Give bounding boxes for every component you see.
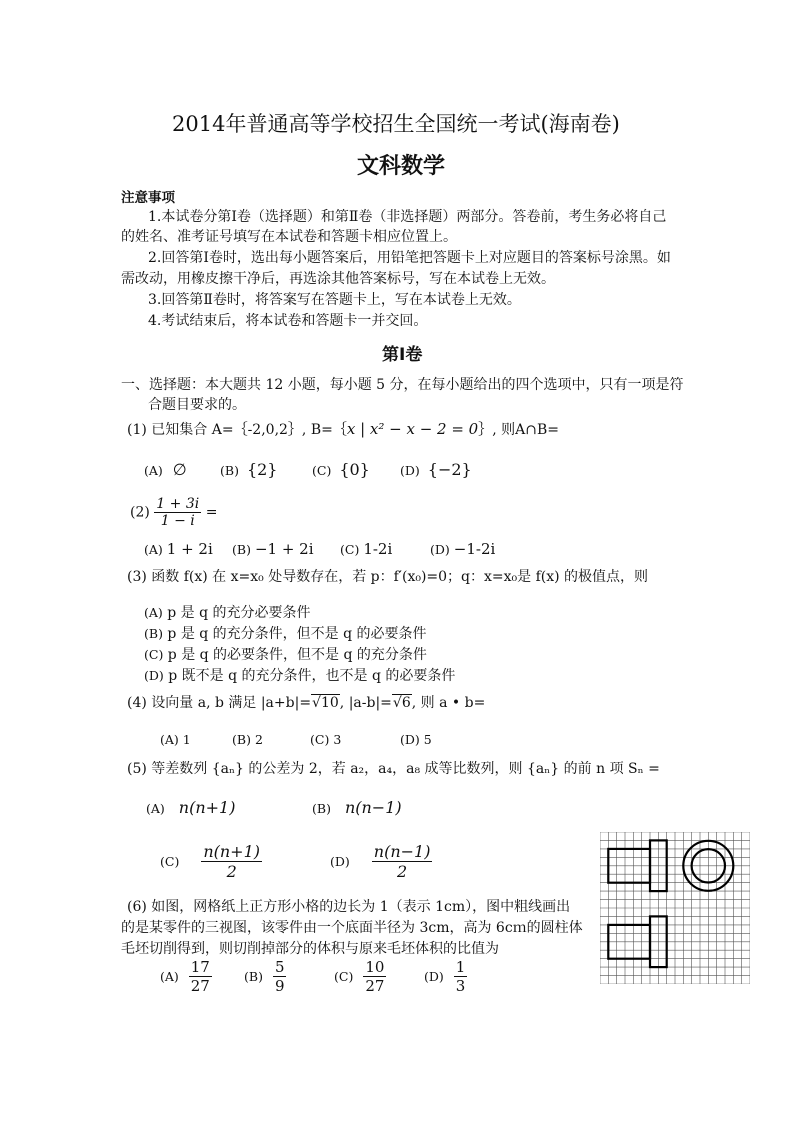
q6-line: 毛坯切削得到，则切削掉部分的体积与原来毛坯体积的比值为 (121, 941, 499, 957)
q4-option-c: (C) 3 (310, 732, 342, 747)
q3-option-d: (D) p 既不是 q 的充分条件，也不是 q 的必要条件 (144, 668, 456, 684)
exam-subtitle: 文科数学 (357, 154, 446, 179)
q3-option-c: (C) p 是 q 的必要条件，但不是 q 的充分条件 (144, 647, 427, 663)
q5-option-b: (B) n(n−1) (312, 798, 402, 817)
q6-line: (6) 如图，网格纸上正方形小格的边长为 1（表示 1cm），图中粗线画出 (127, 899, 571, 915)
q5-option-c: (C) $\frac{n(n+1)}{2}$ (160, 842, 260, 881)
note-line: 需改动，用橡皮擦干净后，再选涂其他答案标号，写在本试卷上无效。 (121, 271, 555, 287)
q4-sqrt-6: √6 (392, 695, 411, 711)
note-line: 2.回答第Ⅰ卷时，选出每小题答案后，用铅笔把答题卡上对应题目的答案标号涂黑。如 (148, 250, 671, 266)
q3-option-b: (B) p 是 q 的充分条件，但不是 q 的必要条件 (144, 626, 427, 642)
q6-option-d: (D) $\frac{1}{3}$ (424, 958, 466, 995)
q6-option-c: (C) $\frac{10}{27}$ (334, 958, 385, 995)
section-intro-cont: 合题目要求的。 (148, 397, 246, 413)
q1-stem-b: ｝, 则A∩B= (478, 422, 559, 438)
q1-option-d: (D) {−2} (400, 460, 472, 479)
section-intro: 一、选择题：本大题共 12 小题，每小题 5 分，在每小题给出的四个选项中，只有一项是符 (121, 377, 684, 393)
q3-option-a: (A) p 是 q 的充分必要条件 (144, 605, 311, 621)
q6-option-b: (B) $\frac{5}{9}$ (244, 958, 285, 995)
q2-fraction: $\frac{1 + 3i}{1 - i}$ (156, 496, 200, 529)
q5-stem: (5) 等差数列 {aₙ} 的公差为 2，若 a₂，a₄，a₈ 成等比数列，则 {aₙ} 的前 n 项 Sₙ = (127, 761, 660, 777)
q2-option-a: (A) 1 + 2i (144, 540, 213, 558)
note-line: 3.回答第Ⅱ卷时，将答案写在答题卡上，写在本试卷上无效。 (148, 292, 521, 308)
q2-label: (2) (130, 504, 150, 521)
q4-option-d: (D) 5 (400, 732, 432, 747)
grid (600, 832, 750, 984)
q1-stem (127, 419, 559, 439)
q5-option-d: (D) $\frac{n(n-1)}{2}$ (330, 842, 431, 881)
notes-heading: 注意事项 (121, 190, 175, 206)
q2-option-d: (D) −1-2i (430, 540, 496, 558)
note-line: 1.本试卷分第Ⅰ卷（选择题）和第Ⅱ卷（非选择题）两部分。答卷前，考生务必将自己 (148, 209, 667, 225)
q2-option-b: (B) −1 + 2i (232, 540, 314, 558)
q5-option-a: (A) n(n+1) (146, 798, 236, 817)
q1-set-expr: x | x² − x − 2 = 0 (346, 420, 479, 438)
q4-sqrt-10: √10 (312, 695, 339, 711)
q2-option-c: (C) 1-2i (340, 540, 393, 558)
q1-stem-a: (1) 已知集合 A=｛-2,0,2｝, B=｛ (127, 422, 347, 438)
q6-line: 的是某零件的三视图，该零件由一个底面半径为 3cm，高为 6cｍ的圆柱体 (121, 920, 583, 936)
section-title: 第Ⅰ卷 (382, 345, 423, 365)
three-view-figure (600, 832, 750, 984)
note-line: 的姓名、准考证号填写在本试卷和答题卡相应位置上。 (121, 229, 457, 245)
note-line: 4.考试结束后，将本试卷和答题卡一并交回。 (148, 313, 428, 329)
q4-option-b: (B) 2 (232, 732, 263, 747)
q4-option-a: (A) 1 (160, 732, 191, 747)
q4-stem: (4) 设向量 a, b 满足 |a+b|=√10, |a-b|=√6, 则 a • b= (127, 695, 486, 711)
q6-option-a: (A) $\frac{17}{27}$ (160, 958, 210, 995)
q3-stem: (3) 函数 f(x) 在 x=x₀ 处导数存在，若 p：f′(x₀)=0；q：x=x₀是 f(x) 的极值点，则 (127, 569, 649, 585)
q1-option-c: (C) {0} (312, 460, 370, 479)
q1-option-b: (B) {2} (220, 460, 278, 479)
q1-option-a: (A) ∅ (144, 460, 187, 479)
q2-stem: (2) $\frac{1 + 3i}{1 - i}$ = (130, 496, 218, 529)
exam-title: 2014年普通高等学校招生全国统一考试(海南卷) (172, 112, 620, 136)
